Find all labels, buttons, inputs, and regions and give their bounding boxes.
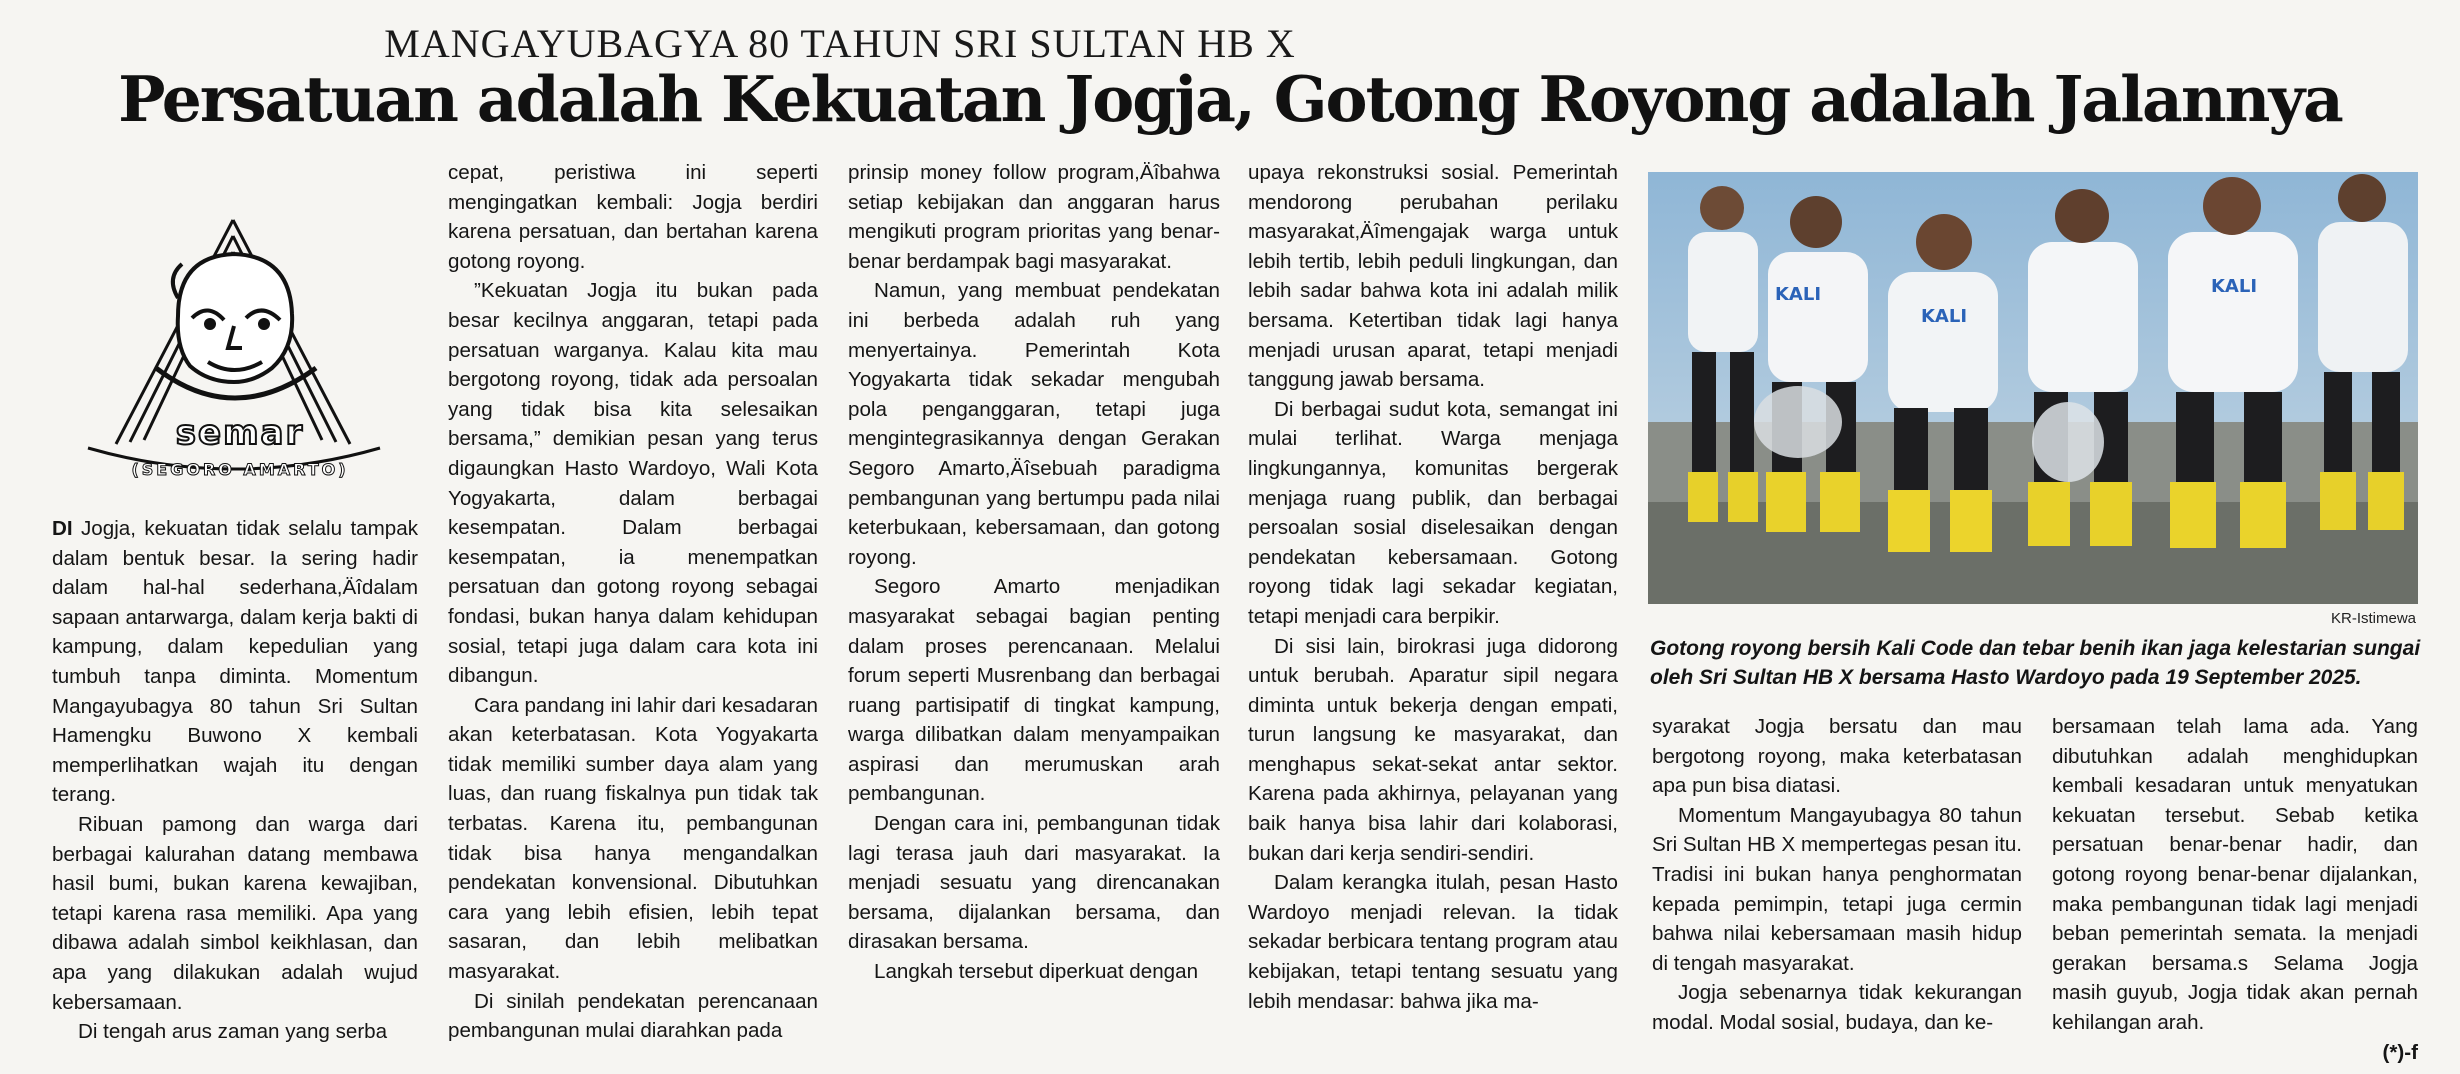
headline: Persatuan adalah Kekuatan Jogja, Gotong Royong adalah Jalannya	[118, 62, 2342, 136]
column-4	[1248, 158, 1618, 1016]
photo-caption: Gotong royong bersih Kali Code dan tebar benih ikan jaga kelestarian sungai oleh Sri Sultan HB X bersama Hasto Wardoyo pada 19 September 2025.	[1650, 637, 2421, 689]
shirt-text: KALI	[1774, 284, 1822, 305]
kicker: MANGAYUBAGYA 80 TAHUN SRI SULTAN HB X	[384, 21, 1296, 66]
semar-logo	[58, 198, 410, 498]
paragraph: Di sinilah pendekatan perencanaan pembangunan mulai diarahkan pada	[448, 989, 818, 1043]
paragraph: syarakat Jogja bersatu dan mau bergotong royong, maka keterbatasan apa pun bisa diatasi.	[1652, 715, 2022, 798]
end-mark: (*)-f	[2382, 1040, 2418, 1064]
paragraph: Di berbagai sudut kota, semangat ini mulai terlihat. Warga menjaga lingkungannya, komunitas bergerak menjaga ruang publik, dan berbagai persoalan sosial diselesaikan dengan pendekatan kebersamaan. Gotong royong tidak lagi sekadar kegiatan, tetapi menjadi cara berpikir.	[1248, 397, 1618, 628]
paragraph: upaya rekonstruksi sosial. Pemerintah mendorong perubahan perilaku masyarakat,Äîmengajak warga untuk lebih tertib, lebih peduli lingkungan, dan lebih sadar bahwa kota ini adalah milik bersama. Ketertiban tidak lagi hanya menjadi urusan aparat, tetapi menjadi tanggung jawab bersama.	[1248, 161, 1618, 392]
column-6	[2052, 712, 2418, 1067]
paragraph: Cara pandang ini lahir dari kesadaran akan keterbatasan. Kota Yogyakarta tidak memiliki sumber daya alam yang luas, dan ruang fiskalnya pun tidak tak terbatas. Karena itu, pembangunan tidak bisa hanya mengandalkan pendekatan konvensional. Dibutuhkan cara yang lebih efisien, lebih tepat sasaran, dan lebih melibatkan masyarakat.	[448, 693, 818, 984]
paragraph: prinsip money follow program,Äîbahwa setiap kebijakan dan anggaran harus mengikuti program prioritas yang benar-benar berdampak bagi masyarakat.	[848, 161, 1220, 273]
paragraph: Dalam kerangka itulah, pesan Hasto Wardoyo menjadi relevan. Ia tidak sekadar berbicara tentang program atau kebijakan, tetapi tentang sesuatu yang lebih mendasar: bahwa jika ma-	[1248, 871, 1618, 1013]
column-2	[448, 158, 818, 1046]
paragraph: Dengan cara ini, pembangunan tidak lagi terasa jauh dari masyarakat. Ia menjadi sesuatu yang direncanakan bersama, dijalankan bersama, dan dirasakan bersama.	[848, 812, 1220, 954]
paragraph: Di tengah arus zaman yang serba	[78, 1020, 388, 1044]
paragraph: bersamaan telah lama ada. Yang dibutuhkan adalah menghidupkan kembali kesadaran untuk menyatukan kekuatan tersebut. Sebab ketika persatuan benar-benar hadir, dan gotong royong benar-benar dijalankan, maka pembangunan tidak lagi menjadi beban pemerintah semata. Ia menjadi gerakan bersama.s Selama Jogja masih guyub, Jogja tidak akan pernah kehilangan arah.	[2052, 715, 2418, 1034]
logo-name: semar	[175, 413, 305, 453]
paragraph: cepat, peristiwa ini seperti mengingatkan kembali: Jogja berdiri karena persatuan, dan bertahan karena gotong royong.	[448, 161, 818, 273]
paragraph: Langkah tersebut diperkuat dengan	[874, 960, 1199, 984]
logo-subtitle: (SEGORO AMARTO)	[131, 460, 349, 479]
photo-credit: KR-Istimewa	[2330, 610, 2416, 627]
column-3	[848, 158, 1220, 987]
photo-illustration	[1648, 172, 2418, 604]
news-photo	[1648, 172, 2418, 604]
dropcap-lead: DI	[52, 517, 73, 540]
paragraph: Segoro Amarto menjadikan masyarakat sebagai bagian penting dalam proses perencanaan. Melalui forum seperti Musrenbang dan berbagai ruang partisipatif di tingkat kampung, warga dilibatkan dalam menyampaikan aspirasi dan merumuskan arah pembangunan.	[848, 575, 1220, 806]
paragraph: Jogja sebenarnya tidak kekurangan modal. Modal sosial, budaya, dan ke-	[1652, 981, 2022, 1034]
shirt-text: KALI	[1920, 306, 1968, 327]
shirt-text: KALI	[2210, 276, 2258, 297]
paragraph: Namun, yang membuat pendekatan ini berbeda adalah ruh yang menyertainya. Pemerintah Kota Yogyakarta tidak sekadar mengubah pola penganggaran, tetapi juga mengintegrasikannya dengan Gerakan Segoro Amarto,Äîsebuah paradigma pembangunan yang bertumpu pada nilai keterbukaan, kebersamaan, dan gotong royong.	[848, 279, 1220, 569]
paragraph: Momentum Mangayubagya 80 tahun Sri Sultan HB X mempertegas pesan itu. Tradisi ini bukan hanya penghormatan kepada pemimpin, tetapi juga cermin bahwa nilai kebersamaan masih hidup di tengah masyarakat.	[1652, 803, 2022, 975]
paragraph: Di sisi lain, birokrasi juga didorong untuk berubah. Aparatur sipil negara diminta untuk bekerja dengan empati, turun langsung ke masyarakat, dan menghapus sekat-sekat antar sektor. Karena pada akhirnya, pelayanan yang baik hanya bisa lahir dari kolaborasi, bukan dari kerja sendiri-sendiri.	[1248, 634, 1618, 865]
paragraph: ”Kekuatan Jogja itu bukan pada besar kecilnya anggaran, tetapi pada persatuan warganya. Kalau kita mau bergotong royong, tidak ada persoalan yang tidak bisa kita selesaikan bersama,” demikian pesan yang terus digaungkan Hasto Wardoyo, Wali Kota Yogyakarta, dalam berbagai kesempatan. Dalam berbagai kesempatan, ia menempatkan persatuan dan gotong royong sebagai fondasi, bukan hanya dalam kehidupan sosial, tetapi juga dalam cara kota ini dibangun.	[448, 279, 818, 688]
paragraph: Ribuan pamong dan warga dari berbagai kalurahan datang membawa hasil bumi, bukan karena kewajiban, tetapi karena rasa memiliki. Apa yang dibawa adalah simbol keikhlasan, dan apa yang dilakukan adalah wujud kebersamaan.	[52, 812, 418, 1014]
column-1	[52, 514, 418, 1047]
column-5	[1652, 712, 2022, 1038]
paragraph: DI Jogja, kekuatan tidak selalu tampak dalam bentuk besar. Ia sering hadir dalam hal-hal sederhana,Äîdalam sapaan antarwarga, dalam kerja bakti di kampung, dalam kepedulian yang tumbuh tanpa diminta. Momentum Mangayubagya 80 tahun Sri Sultan Hamengku Buwono X kembali memperlihatkan wajah itu dengan terang.	[52, 517, 418, 807]
